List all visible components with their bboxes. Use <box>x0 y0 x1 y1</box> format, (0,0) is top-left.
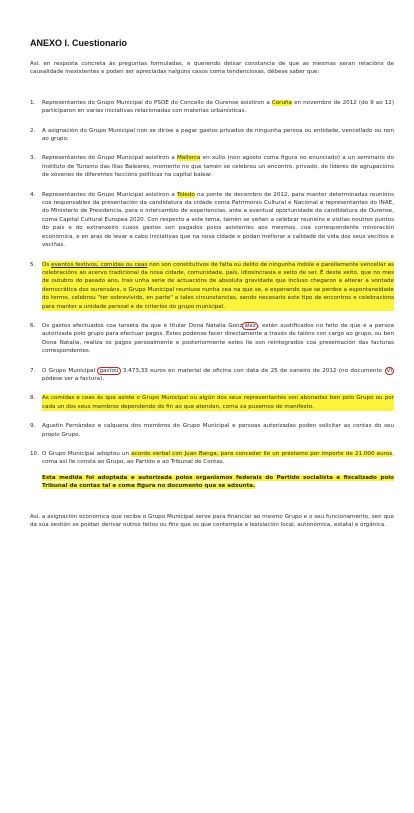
document-title: ANEXO I. Cuestionario <box>30 38 128 48</box>
list-item: 10. O Grupo Municipal adoptou un acordo verbal con Juan Banga, para conceder lle un préstamo por importe de 21.000 euros, coma así lle consta ao Grupo, ao Partido e ao Tribunal de Contas. <box>30 451 394 466</box>
highlighted-text: acordo verbal con Juan Banga, para conceder lle un préstamo por importe de 21.000 euros <box>131 451 393 457</box>
item-number: 8. <box>30 395 36 402</box>
questionnaire-list <box>30 99 394 467</box>
pen-mark: VI <box>386 367 392 374</box>
closing-paragraph: Así, a asignación económica que recibe o Grupo Municipal serve para financiar ao mesmo Grupo e o seu funcionamento, sen que da súa xestión se poidan derivar outros feitos ou fins que os que contempla a lexislación local, autonómica, estatal e orgánica. <box>30 513 394 529</box>
intro-paragraph: Así, en resposta concreta ás preguntas formuladas, e querendo deixar constancia de que as mesmas xeran relacións de causalidade inexistentes e poden ser apreciadas nalgúns casos coma tendenciosas, débese saber que: <box>30 61 394 76</box>
item-number: 4. <box>30 191 36 198</box>
list-item: 3. Representantes do Grupo Municipal asistiron a Mallorca en xullo (non agosto coma figura no enunciado) a un seminario do Instituto de Turismo das Illas Baleares, momento no que tamén se celebrou un encontro, privado, de líderes de agrupacións de xóvenes de diferentes faccións políticas na capital balear. <box>30 155 394 179</box>
highlighted-paragraph: As comidas e ceas ás que asiste o Grupo Municipal ou algún dos seus representantes son abonadas ben polo Grupo ou por cada un dos seus membros dependendo do fin ao que atendan, coma xa puxemos de manifesto. <box>42 395 394 410</box>
list-item: 1. Representantes do Grupo Municipal do PSOE do Concello de Ourense asistiron a Coruña en novembro de 2012 (do 9 ao 12) participaron en varias iniciativas relacionadas con materias urbanísticas. <box>30 99 394 115</box>
highlighted-note: Esta medida foi adoptada e autorizada polos organismos federais do Partido socialista e fiscalizado polo Tribunal de contas tal e coma figura no documento que se adxunta. <box>42 474 394 490</box>
list-item: 2. A asignación do Grupo Municipal non se dirixe a pagar gastos privados de ningunha persoa ou entidade, vencellado ou non ao grupo. <box>30 127 394 143</box>
item-number: 9. <box>30 423 36 430</box>
pen-mark: gastou <box>99 367 119 374</box>
list-item: 4. Representantes do Grupo Municipal asistiron a Toledo na ponte de decembro de 2012, para manter determinadas reunións cos responsables da presentación da candidatura da cidade coma Patrimonio Cultural e Nacional e representantes do INAE, do Ministerio de Presidencia, para o intercambio de experiencias, ante a eventual oportunidade da candidatura de Ourense, coma Capital Cultural Europea 2020. Con respecto a este tema, tamén se veñen a celebrar reunións e visitas noutros puntos do país e do extranxeiro cuxos gastos son pagados polos asistentes aos mesmos, coa correspondente minoración económica, e en aras de levar a cabo iniciativas que na nosa cidade e podan mellorar a calidade de vida dos seus veciños e veciñas. <box>30 191 394 249</box>
highlighted-text: Mallorca <box>176 155 201 162</box>
list-item: 9. Agustín Fernández e calquera dos membros do Grupo Municipal e persoas autorizadas poden solicitar as contas do seu propio Grupo. <box>30 423 394 438</box>
highlighted-text: Coruña <box>271 99 292 106</box>
item-number: 7. <box>30 367 36 374</box>
list-item <box>30 261 394 311</box>
pen-mark: ález <box>244 322 256 329</box>
highlighted-text: Toledo <box>176 191 195 198</box>
item-number: 3. <box>30 155 36 162</box>
item-number: 1. <box>30 99 36 106</box>
highlighted-paragraph: Os eventos festivos, comidas ou ceas non son constitutivos de falta ou delito de ningunha índole e parellamente vencellar as celebracións ao acervo tradicional da nosa cidade, comunidade, país, idiosincrasia e xeito de ser. É deste xeito, que no mes de outubro do pasado ano, tras unha serie de actuacións de absoluta gravidade que incluso chegaron a alterar a vontade democrática dos ourensáns, o Grupo Municipal reuniuse nunha cea na que se, e esperando que se perdoe a espontaneidade do termo, celebrou "ter sobrevivido, en parte" a tales circunstancias, sendo necesario este tipo de encontros e celebracións para manter a unidade persoal e de criterios do grupo municipal. <box>42 261 394 310</box>
item-number: 6. <box>30 322 36 329</box>
item-number: 10. <box>30 451 39 457</box>
list-item: 7. O Grupo Municipal gastou 3.473,33 euros en material de oficina con data de 25 de xaneiro de 2012 (no documento VI pódese ver a factura). <box>30 367 392 382</box>
item-number: 2. <box>30 127 36 134</box>
list-item: 6. Os gastos efectuados coa tarxeta da que é titular Dona Natalia Gonz ález , están xustificados no feito de que é a persoa autorizada polo grupo para efectuar pagos. Estes pódense facer directamente a través de talóns con cargo ao grupo, ou ben Dona Natalia, realiza os pagos persoalmente e posteriormente estes lle son reintegrados coa presentación das facturas correspondentes. <box>30 322 394 355</box>
item-number: 5. <box>30 261 36 268</box>
underlined-text: eventos festivos, comidas ou ceas <box>51 261 148 268</box>
list-item <box>30 394 394 411</box>
